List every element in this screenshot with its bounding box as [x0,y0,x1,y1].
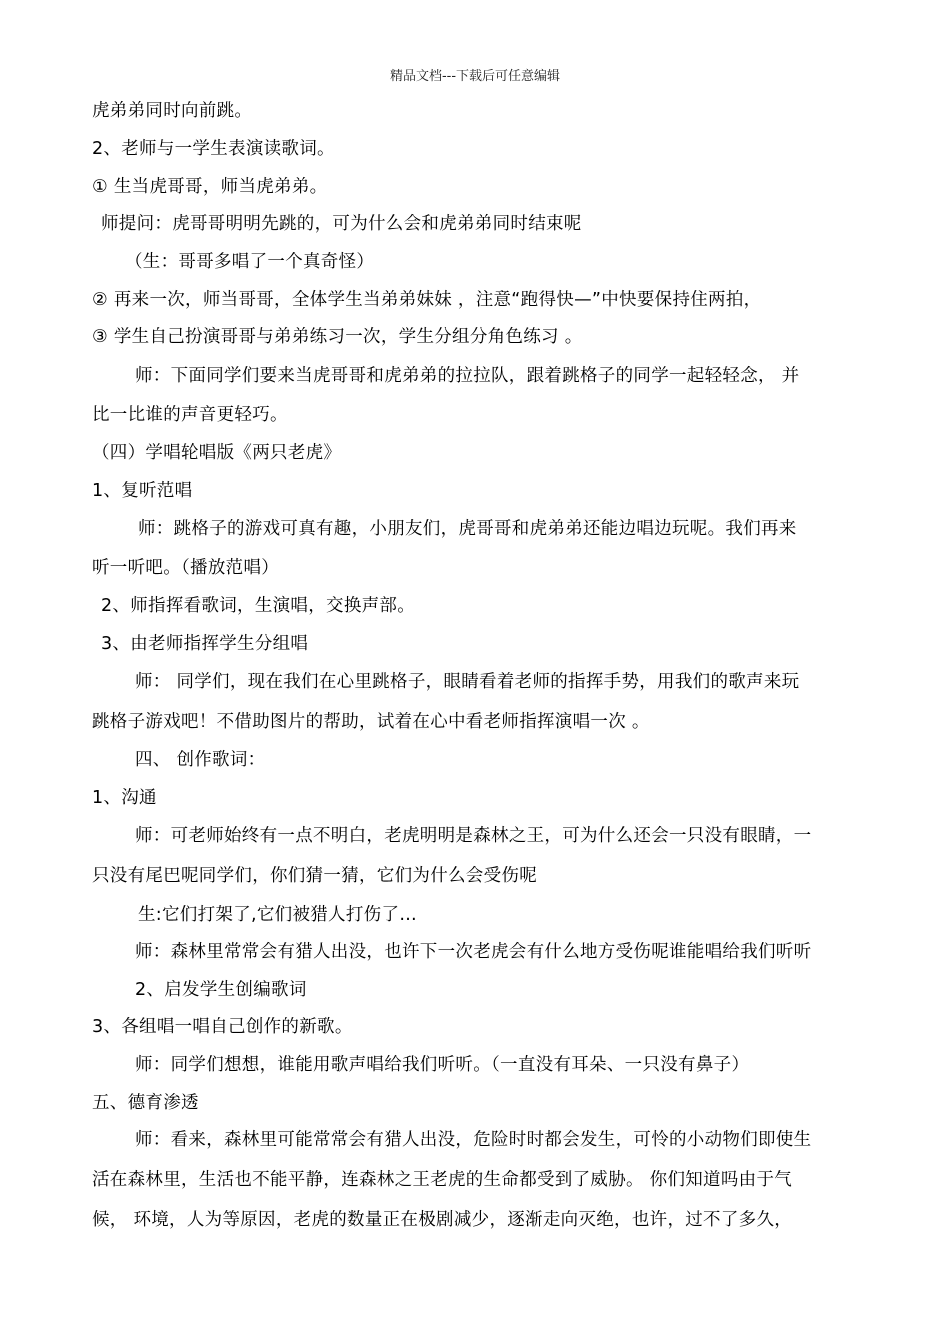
text-line: 师：森林里常常会有猎人出没，也许下一次老虎会有什么地方受伤呢谁能唱给我们听听 [135,942,812,962]
text-line: 师：看来，森林里可能常常会有猎人出没，危险时时都会发生，可怜的小动物们即使生 [135,1130,812,1150]
text-line: 师：跳格子的游戏可真有趣，小朋友们，虎哥哥和虎弟弟还能边唱边玩呢。我们再来 [138,519,797,539]
section-heading: 四、 创作歌词： [135,750,266,770]
text-line: 生:它们打架了,它们被猎人打伤了… [138,905,418,925]
text-line: 比一比谁的声音更轻巧。 [92,405,288,425]
text-line: 师提问：虎哥哥明明先跳的，可为什么会和虎弟弟同时结束呢 [101,214,582,234]
text-line: 师：同学们想想，谁能用歌声唱给我们听听。（一直没有耳朵、一只没有鼻子） [135,1055,750,1075]
text-line: 3、由老师指挥学生分组唱 [101,634,309,654]
text-line: 候， 环境，人为等原因，老虎的数量正在极剧减少，逐渐走向灭绝，也许，过不了多久， [92,1210,793,1230]
text-line: ③ 学生自己扮演哥哥与弟弟练习一次，学生分组分角色练习 。 [92,327,583,347]
text-line: 只没有尾巴呢同学们，你们猜一猜，它们为什么会受伤呢 [92,866,537,886]
text-line: 听一听吧。（播放范唱） [92,558,280,578]
text-line: 师：可老师始终有一点不明白，老虎明明是森林之王，可为什么还会一只没有眼睛，一 [135,826,812,846]
text-line: ② 再来一次，师当哥哥，全体学生当弟弟妹妹 ，注意“跑得快—”中快要保持住两拍， [92,290,762,310]
text-line: 2、启发学生创编歌词 [135,980,307,1000]
text-line: 活在森林里，生活也不能平静，连森林之王老虎的生命都受到了威胁。 你们知道吗由于气 [92,1170,793,1190]
text-line: ① 生当虎哥哥，师当虎弟弟。 [92,177,328,197]
text-line: 虎弟弟同时向前跳。 [92,101,253,121]
section-heading: （四）学唱轮唱版《两只老虎》 [92,443,342,463]
text-line: （生：哥哥多唱了一个真奇怪） [125,252,375,272]
text-line: 跳格子游戏吧！不借助图片的帮助，试着在心中看老师指挥演唱一次 。 [92,712,650,732]
text-line: 3、各组唱一唱自己创作的新歌。 [92,1017,353,1037]
text-line: 2、老师与一学生表演读歌词。 [92,139,335,159]
text-line: 师：下面同学们要来当虎哥哥和虎弟弟的拉拉队，跟着跳格子的同学一起轻轻念， 并 [135,366,800,386]
text-line: 2、师指挥看歌词，生演唱，交换声部。 [101,596,416,616]
text-line: 师： 同学们，现在我们在心里跳格子，眼睛看着老师的指挥手势，用我们的歌声来玩 [135,672,800,692]
page-header: 精品文档---下载后可任意编辑 [389,69,561,84]
section-heading: 五、德育渗透 [92,1093,199,1113]
text-line: 1、复听范唱 [92,481,193,501]
text-line: 1、沟通 [92,788,157,808]
